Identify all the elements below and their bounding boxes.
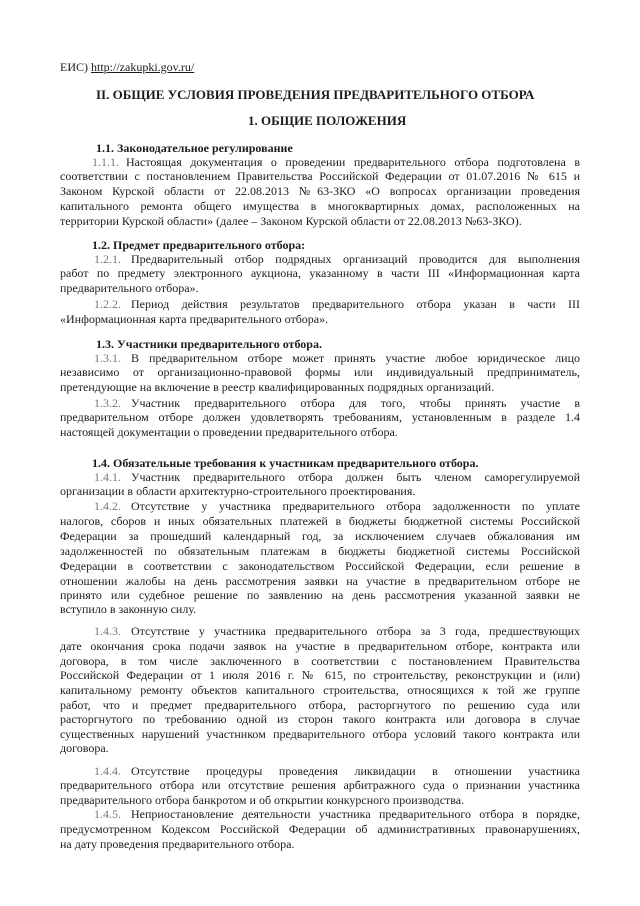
p-1-4-3-line: дате окончания срока подачи заявок на участие в предварительном отборе, контракта или xyxy=(60,639,580,653)
num-1-4-5: 1.4.5. xyxy=(94,807,121,821)
p-1-4-4-line: Отсутствие процедуры проведения ликвидации в отношении участника xyxy=(131,764,580,778)
p-1-1-1-line: Настоящая документация о проведении предварительного отбора подготовлена в xyxy=(126,155,580,169)
p-1-4-3-line: работ, что и предмет предварительного отбора, расторгнутого по решению суда или xyxy=(60,698,580,712)
p-1-4-3-line: расторгнутого по требованию одной из сторон такого контракта или договора в случае xyxy=(60,712,580,726)
p-1-1-1-line: территории Курской области» (далее – Законом Курской области от 22.08.2013 №63-ЗКО). xyxy=(60,214,522,228)
p-1-4-3-line: договора, в том числе заключенного в соответствии с постановлением Правительства xyxy=(60,654,580,668)
num-1-4-1: 1.4.1. xyxy=(94,470,121,484)
p-1-3-1-line: претендующие на включение в реестр квалифицированных подрядных организаций. xyxy=(60,380,495,394)
p-1-2-2-line: «Информационная карта предварительного отбора». xyxy=(60,312,329,326)
part-title: II. ОБЩИЕ УСЛОВИЯ ПРОВЕДЕНИЯ ПРЕДВАРИТЕЛЬНОГО ОТБОРА xyxy=(96,87,535,102)
p-1-4-2-line: принято или судебное решение по заявлению на день рассмотрения указанной заявки не xyxy=(60,588,580,602)
heading-1-4: 1.4. Обязательные требования к участникам предварительного отбора. xyxy=(92,456,479,470)
p-1-4-1-line: Участник предварительного отбора должен быть членом саморегулируемой xyxy=(131,470,580,484)
p-1-2-2-line: Период действия результатов предварительного отбора указан в части III xyxy=(131,297,580,311)
p-1-4-5-line: Неприостановление деятельности участника предварительного отбора в порядке, xyxy=(131,807,580,821)
p-1-2-1-line: Предварительный отбор подрядных организаций проводится для выполнения xyxy=(131,252,580,266)
p-1-4-2-line: Отсутствие у участника предварительного отбора задолженности по уплате xyxy=(131,499,580,513)
top-prefix: ЕИС) xyxy=(60,60,88,74)
p-1-4-2-line: задолженностей по обязательным платежам в бюджеты бюджетной системы Российской xyxy=(60,544,580,558)
p-1-1-1-line: Законом Курской области от 22.08.2013 №63-ЗКО «О вопросах организации проведения xyxy=(60,184,580,198)
num-1-3-1: 1.3.1. xyxy=(94,351,121,365)
p-1-4-3-line: существенных нарушений участником предварительного отбора условий такого контракта или xyxy=(60,727,580,741)
p-1-4-2-line: Федерации за прошедший календарный год, за исключением случаев обжалования им xyxy=(60,529,580,543)
p-1-1-1-line: соответствии с постановлением Правительства Российской Федерации от 01.07.2016 № 615 и xyxy=(60,169,580,183)
p-1-4-4-line: предварительного отбора банкротом и об открытии конкурсного производства. xyxy=(60,793,465,807)
p-1-4-2-line: отношении жалобы на день рассмотрения заявки на участие в предварительном отборе не xyxy=(60,574,580,588)
num-1-4-2: 1.4.2. xyxy=(94,499,121,513)
p-1-4-3-line: Российской Федерации от 1 июля 2016 г. № 615, по строительству, реконструкции и (или) xyxy=(60,668,580,682)
p-1-4-4-line: предварительного отбора или отсутствие решения арбитражного суда о признании участника xyxy=(60,778,580,792)
top-reference-line xyxy=(60,60,194,74)
heading-1-3: 1.3. Участники предварительного отбора. xyxy=(96,337,322,351)
p-1-4-3-line: капитальному ремонту объектов капитального строительства, относящихся к той же группе xyxy=(60,683,580,697)
num-1-3-2: 1.3.2. xyxy=(94,396,121,410)
p-1-4-2-line: налогов, сборов и иных обязательных платежей в бюджеты бюджетной системы Российской xyxy=(60,514,580,528)
section-title: 1. ОБЩИЕ ПОЛОЖЕНИЯ xyxy=(248,113,407,128)
p-1-3-2-line: предварительном отборе должен удовлетворять требованиям, установленным в разделе 1.4 xyxy=(60,410,580,424)
p-1-4-5-line: предусмотренном Кодексом Российской Федерации об административных правонарушениях, xyxy=(60,822,580,836)
p-1-1-1-line: капитального ремонта общего имущества в многоквартирных домах, расположенных на xyxy=(60,199,580,213)
p-1-2-1-line: предварительного отбора». xyxy=(60,281,199,295)
p-1-4-3-line: договора. xyxy=(60,741,109,755)
heading-1-2: 1.2. Предмет предварительного отбора: xyxy=(92,238,306,252)
heading-1-1: 1.1. Законодательное регулирование xyxy=(96,141,293,155)
top-url-link[interactable]: http://zakupki.gov.ru/ xyxy=(91,60,195,74)
num-1-4-3: 1.4.3. xyxy=(94,624,121,638)
num-1-4-4: 1.4.4. xyxy=(94,764,121,778)
p-1-3-1-line: независимо от организационно-правовой формы или индивидуальный предприниматель, xyxy=(60,365,580,379)
p-1-4-3-line: Отсутствие у участника предварительного отбора за 3 года, предшествующих xyxy=(131,624,580,638)
num-1-2-1: 1.2.1. xyxy=(94,252,121,266)
p-1-4-1-line: организации в области архитектурно-строительного проектирования. xyxy=(60,484,416,498)
p-1-3-2-line: Участник предварительного отбора для того, чтобы принять участие в xyxy=(131,396,580,410)
p-1-4-2-line: Федерации в соответствии с законодательством Российской Федерации, если решение в xyxy=(60,559,580,573)
num-1-2-2: 1.2.2. xyxy=(94,297,121,311)
p-1-3-2-line: настоящей документации о проведении предварительного отбора. xyxy=(60,425,398,439)
p-1-3-1-line: В предварительном отборе может принять участие любое юридическое лицо xyxy=(131,351,580,365)
p-1-2-1-line: работ по предмету электронного аукциона, указанному в части III «Информационная карта xyxy=(60,266,580,280)
p-1-4-5-line: на дату проведения предварительного отбора. xyxy=(60,837,295,851)
num-1-1-1: 1.1.1. xyxy=(92,155,119,169)
p-1-4-2-line: вступило в законную силу. xyxy=(60,602,197,616)
